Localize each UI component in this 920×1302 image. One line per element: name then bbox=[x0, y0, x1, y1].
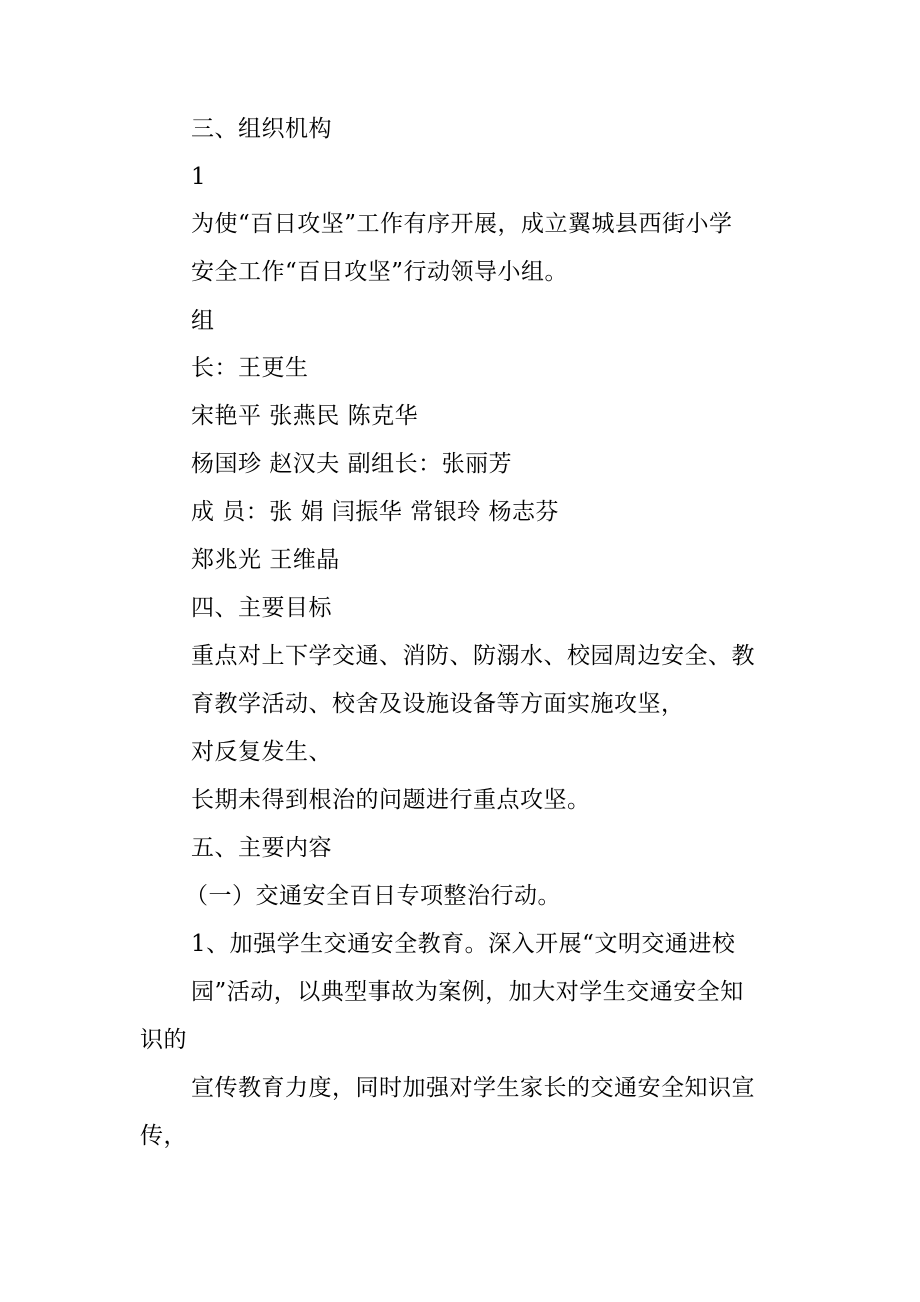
paragraph-line: 宣传教育力度，同时加强对学生家长的交通安全知识宣 bbox=[191, 1075, 755, 1101]
paragraph-line: 对反复发生、 bbox=[191, 739, 332, 765]
paragraph-line: 识的 bbox=[140, 1027, 187, 1053]
leader-line: 长：王更生 bbox=[191, 355, 309, 381]
paragraph-line: 重点对上下学交通、消防、防溺水、校园周边安全、教 bbox=[191, 643, 755, 669]
paragraph-line: 长期未得到根治的问题进行重点攻坚。 bbox=[191, 787, 591, 813]
subheading-traffic: （一）交通安全百日专项整治行动。 bbox=[185, 883, 561, 909]
members-line: 成 员：张 娟 闫振华 常银玲 杨志芬 bbox=[191, 499, 560, 525]
paragraph-line: 组 bbox=[191, 308, 215, 334]
paragraph-line: 为使“百日攻坚”工作有序开展，成立翼城县西街小学 bbox=[191, 211, 733, 237]
paragraph-line: 1、加强学生交通安全教育。深入开展“文明交通进校 bbox=[191, 931, 736, 957]
paragraph-line: 安全工作“百日攻坚”行动领导小组。 bbox=[191, 259, 569, 285]
heading-goals: 四、主要目标 bbox=[191, 595, 332, 621]
item-number: 1 bbox=[191, 164, 207, 190]
names-line: 杨国珍 赵汉夫 副组长：张丽芳 bbox=[191, 451, 513, 477]
paragraph-line: 传， bbox=[140, 1123, 187, 1149]
heading-contents: 五、主要内容 bbox=[191, 835, 332, 861]
heading-organization: 三、组织机构 bbox=[191, 116, 332, 142]
paragraph-line: 育教学活动、校舍及设施设备等方面实施攻坚， bbox=[191, 691, 685, 717]
names-line: 郑兆光 王维晶 bbox=[191, 547, 340, 573]
names-line: 宋艳平 张燕民 陈克华 bbox=[191, 403, 419, 429]
paragraph-line: 园”活动，以典型事故为案例，加大对学生交通安全知 bbox=[191, 979, 744, 1005]
